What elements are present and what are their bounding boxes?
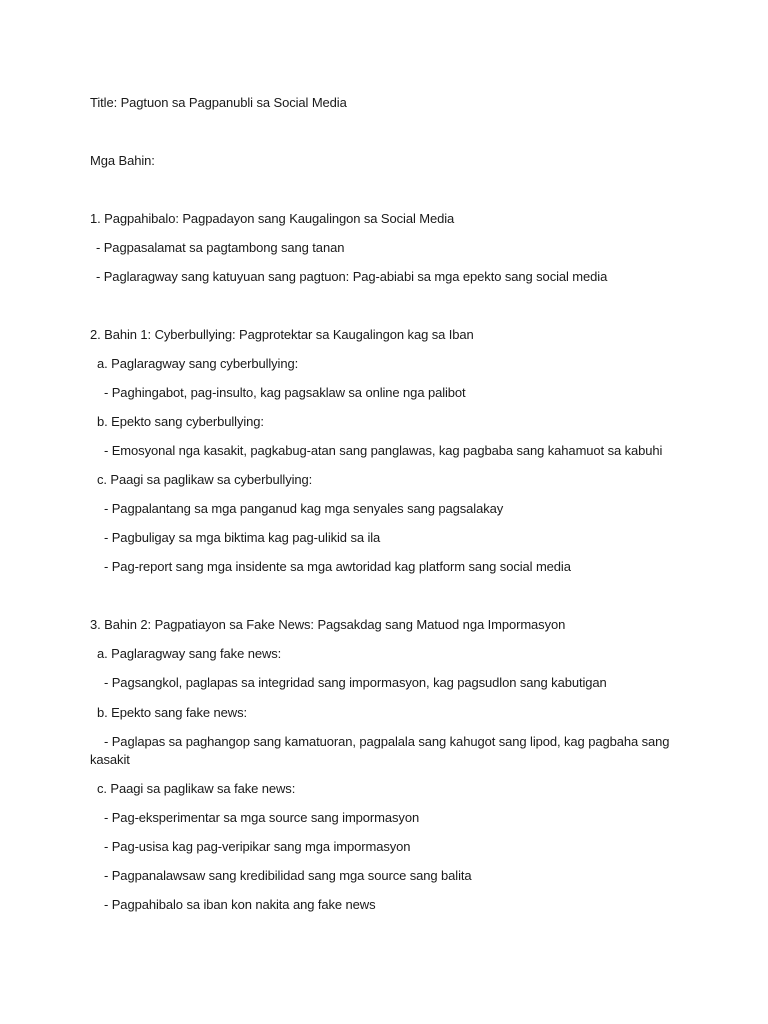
- part2-a-item: - Paghingabot, pag-insulto, kag pagsaklaw sa online nga palibot: [104, 385, 466, 400]
- part3-a-item: - Pagsangkol, paglapas sa integridad sang impormasyon, kag pagsudlon sang kabutigan: [104, 675, 607, 690]
- part3-c-item: - Pagpanalawsaw sang kredibilidad sang mga source sang balita: [104, 868, 472, 883]
- part2-c-item: - Pagbuligay sa mga biktima kag pag-ulikid sa ila: [104, 530, 381, 545]
- part2-c-item: - Pag-report sang mga insidente sa mga awtoridad kag platform sang social media: [104, 559, 571, 574]
- part3-c-item: - Pag-usisa kag pag-veripikar sang mga impormasyon: [104, 839, 411, 854]
- part3-b-item-line2: kasakit: [90, 752, 130, 767]
- sections-label: Mga Bahin:: [90, 153, 155, 168]
- part2-c-item: - Pagpalantang sa mga panganud kag mga senyales sang pagsalakay: [104, 501, 504, 516]
- part1-item: - Paglaragway sang katuyuan sang pagtuon: Pag-abiabi sa mga epekto sang social media: [96, 269, 608, 284]
- part3-b-label: b. Epekto sang fake news:: [97, 705, 247, 720]
- part2-c-label: c. Paagi sa paglikaw sa cyberbullying:: [97, 472, 313, 487]
- part2-b-label: b. Epekto sang cyberbullying:: [97, 414, 264, 429]
- part2-a-label: a. Paglaragway sang cyberbullying:: [97, 356, 299, 371]
- part3-heading: 3. Bahin 2: Pagpatiayon sa Fake News: Pagsakdag sang Matuod nga Impormasyon: [90, 617, 566, 632]
- part3-c-label: c. Paagi sa paglikaw sa fake news:: [97, 781, 296, 796]
- part2-heading: 2. Bahin 1: Cyberbullying: Pagprotektar sa Kaugalingon kag sa Iban: [90, 327, 474, 342]
- part3-c-item: - Pagpahibalo sa iban kon nakita ang fake news: [104, 897, 376, 912]
- document-title: Title: Pagtuon sa Pagpanubli sa Social Media: [90, 95, 347, 110]
- part2-b-item: - Emosyonal nga kasakit, pagkabug-atan sang panglawas, kag pagbaba sang kahamuot sa kabuhi: [104, 443, 663, 458]
- part1-heading: 1. Pagpahibalo: Pagpadayon sang Kaugalingon sa Social Media: [90, 211, 455, 226]
- part3-b-item-line1: - Paglapas sa paghangop sang kamatuoran, pagpalala sang kahugot sang lipod, kag pagbaha sang: [104, 734, 670, 749]
- part1-item: - Pagpasalamat sa pagtambong sang tanan: [96, 240, 345, 255]
- part3-c-item: - Pag-eksperimentar sa mga source sang impormasyon: [104, 810, 420, 825]
- part3-a-label: a. Paglaragway sang fake news:: [97, 646, 282, 661]
